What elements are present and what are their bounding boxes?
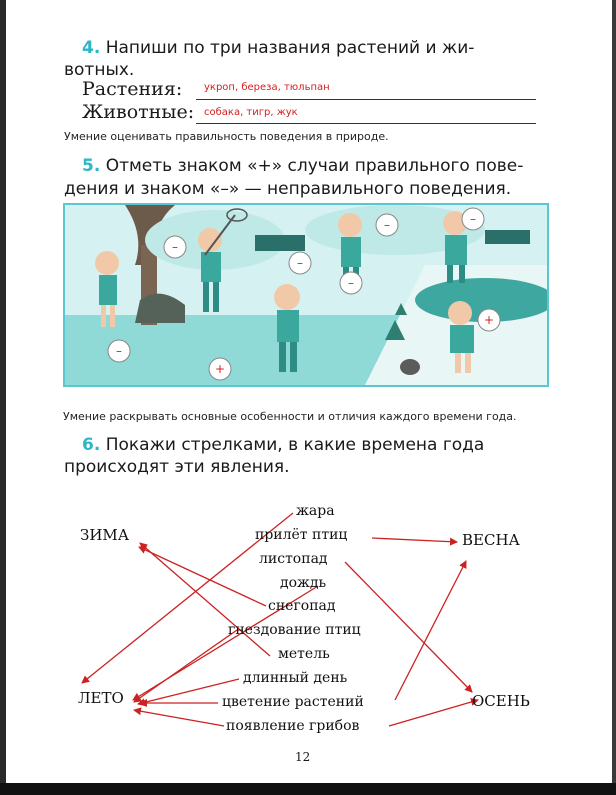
task5-number: 5. [82, 156, 101, 176]
arrow-birds-spring [372, 538, 457, 542]
task4-number: 4. [82, 38, 101, 58]
arrow-bloom-spring [395, 561, 466, 700]
task6-text-line2: происходят эти явления. [64, 457, 290, 477]
season-winter: ЗИМА [80, 526, 130, 544]
phenomenon-blizzard: метель [278, 646, 330, 662]
phenomenon-long-day: длинный день [243, 670, 348, 686]
mark-4: – [348, 276, 354, 290]
task4-skill: Умение оценивать правильность поведения в природе. [64, 130, 389, 143]
season-autumn: ОСЕНЬ [472, 692, 530, 710]
plants-answer[interactable]: укроп, береза, тюльпан [204, 82, 330, 93]
animals-label: Животные: [82, 101, 195, 123]
task4-text-line2: вотных. [64, 60, 135, 80]
scan-bottom-band [0, 783, 616, 795]
mark-6: – [116, 344, 122, 358]
task6-text-line1: Покажи стрелками, в какие времена года [105, 435, 485, 455]
phenomenon-birds-arrive: прилёт птиц [255, 527, 348, 543]
arrow-mushrooms-summer [134, 710, 224, 726]
animals-answer[interactable]: собака, тигр, жук [204, 107, 298, 118]
phenomenon-leaf-fall: листопад [259, 551, 328, 567]
phenomenon-nesting: гнездование птиц [228, 622, 361, 638]
mark-3: – [384, 218, 390, 232]
season-spring: ВЕСНА [462, 531, 520, 549]
arrow-mushrooms-autumn [389, 700, 478, 726]
mark-7: + [214, 362, 226, 376]
arrow-nesting-summer [134, 630, 237, 702]
task5-skill: Умение раскрывать основные особенности и отличия каждого времени года. [63, 410, 517, 423]
mark-5: – [470, 212, 476, 226]
task5-text-line1: Отметь знаком «+» случаи правильного пове- [105, 156, 524, 176]
phenomenon-heat: жара [296, 503, 335, 519]
task6-number: 6. [82, 435, 101, 455]
mark-8: + [483, 313, 495, 327]
task4-text-line1: Напиши по три названия растений и жи- [105, 38, 475, 58]
phenomenon-mushrooms: появление грибов [226, 718, 360, 734]
mark-2: – [297, 256, 303, 270]
season-summer: ЛЕТО [78, 689, 124, 707]
phenomenon-snowfall: снегопад [268, 598, 336, 614]
mark-1: – [172, 240, 178, 254]
plants-label: Растения: [82, 78, 183, 100]
page-number: 12 [295, 750, 311, 764]
phenomenon-blooming: цветение растений [222, 694, 364, 710]
task5-text-line2: дения и знаком «–» — неправильного поведения. [64, 179, 512, 199]
phenomenon-rain: дождь [280, 575, 327, 591]
